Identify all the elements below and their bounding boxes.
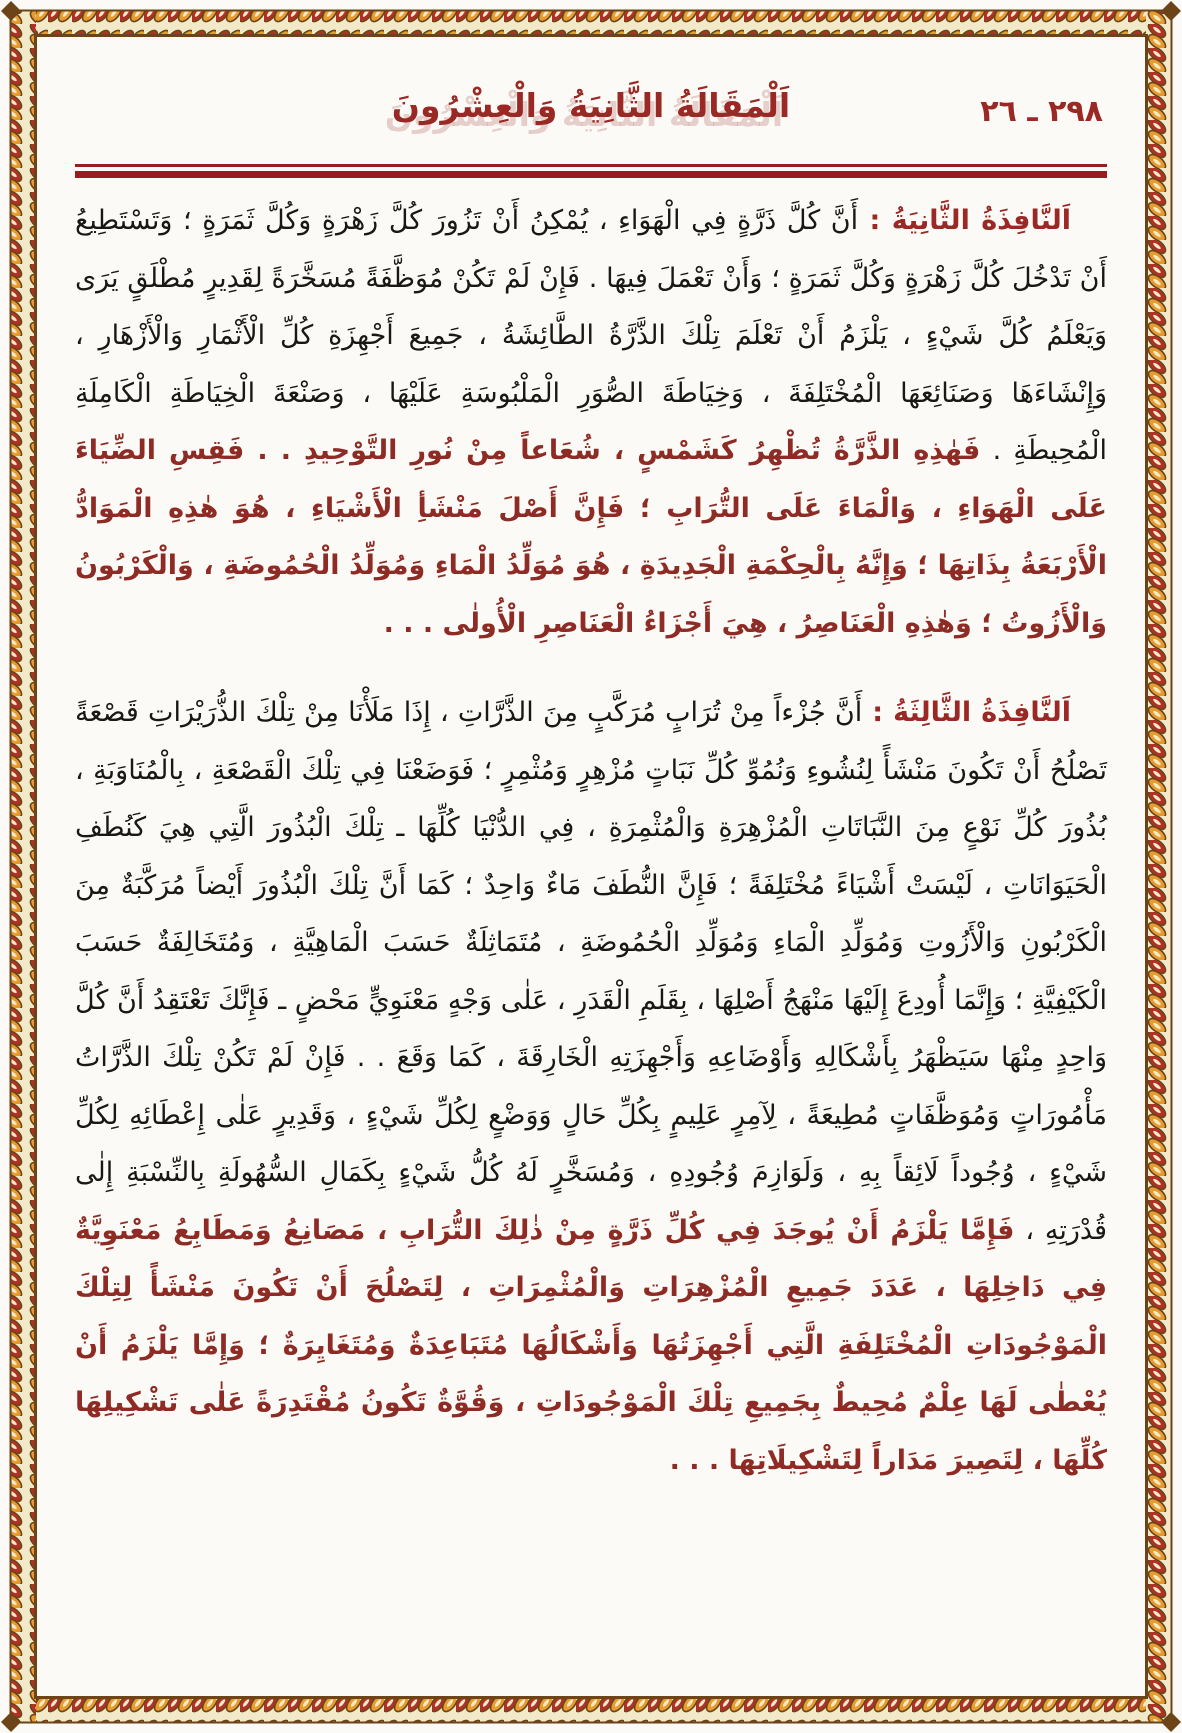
border-band-top xyxy=(10,10,1172,36)
text-segment-emphasis: فَهٰذِهِ الذَّرَّةُ تُظْهِرُ كَشَمْسٍ ، شُعَاعاً مِنْ نُورِ التَّوْحِيدِ . . فَقِسِ الضِّيَاءَ عَلَى الْهَوَاءِ ، وَالْمَاءَ عَلَى التُّرَابِ ؛ فَإِنَّ أَصْلَ مَنْشَأِ الْأَشْيَاءِ ، هُوَ هٰذِهِ الْمَوَادُّ الْأَرْبَعَةُ بِذَاتِهَا ؛ وَإِنَّهُ بِالْحِكْمَةِ الْجَدِيدَةِ ، هُوَ مُوَلِّدُ الْمَاءِ وَمُوَلِّدُ الْحُمُوضَةِ ، وَالْكَرْبُونُ وَالْأَزُوتُ ؛ وَهٰذِهِ الْعَنَاصِرُ ، هِيَ أَجْزَاءُ الْعَنَاصِرِ الْأُولٰى . . . xyxy=(75,435,1107,639)
text-segment-lead: اَلنَّافِذَةُ الثَّالِثَةُ : xyxy=(862,697,1071,728)
border-band-right xyxy=(1146,10,1172,1723)
paragraph-window-two xyxy=(75,192,1107,652)
text-segment-normal: أَنَّ كُلَّ ذَرَّةٍ فِي الْهَوَاءِ ، يُمْكِنُ أَنْ تَزُورَ كُلَّ زَهْرَةٍ وَكُلَّ ثَمَرَةٍ ؛ وَتَسْتَطِيعُ أَنْ تَدْخُلَ كُلَّ زَهْرَةٍ وَكُلَّ ثَمَرَةٍ ؛ وَأَنْ تَعْمَلَ فِيهَا . فَإِنْ لَمْ تَكُنْ مُوَظَّفَةً مُسَخَّرَةً لِقَدِيرٍ مُطْلَقٍ يَرَى وَيَعْلَمُ كُلَّ شَيْءٍ ، يَلْزَمُ أَنْ تَعْلَمَ تِلْكَ الذَّرَّةُ الطَّائِشَةُ ، جَمِيعَ أَجْهِزَةِ كُلِّ الْأَثْمَارِ وَالْأَزْهَارِ ، وَإِنْشَاءَهَا وَصَنَائِعَهَا الْمُخْتَلِفَةَ ، وَخِيَاطَةَ الصُّوَرِ الْمَلْبُوسَةِ عَلَيْهَا ، وَصَنْعَةَ الْخِيَاطَةِ الْكَامِلَةِ الْمُحِيطَةِ . xyxy=(75,205,1107,466)
text-segment-emphasis: فَإِمَّا يَلْزَمُ أَنْ يُوجَدَ فِي كُلِّ ذَرَّةٍ مِنْ ذٰلِكَ التُّرَابِ ، مَصَانِعُ وَمَطَابِعُ مَعْنَوِيَّةٌ فِي دَاخِلِهَا ، عَدَدَ جَمِيعِ الْمُزْهِرَاتِ وَالْمُثْمِرَاتِ ، لِتَصْلُحَ أَنْ تَكُونَ مَنْشَأً لِتِلْكَ الْمَوْجُودَاتِ الْمُخْتَلِفَةِ الَّتِي أَجْهِزَتُهَا وَأَشْكَالُهَا مُتَبَاعِدَةٌ وَمُتَغَايِرَةٌ ؛ وَإِمَّا يَلْزَمُ أَنْ يُعْطٰى لَهَا عِلْمٌ مُحِيطٌ بِجَمِيعِ تِلْكَ الْمَوْجُودَاتِ ، وَقُوَّةٌ تَكُونُ مُقْتَدِرَةً عَلٰى تَشْكِيلِهَا كُلِّهَا ، لِتَصِيرَ مَدَاراً لِتَشْكِيلَاتِهَا . . . xyxy=(75,1214,1107,1476)
page-content xyxy=(36,36,1146,1697)
border-band-bottom xyxy=(10,1697,1172,1723)
text-segment-lead: اَلنَّافِذَةُ الثَّانِيَةُ : xyxy=(858,205,1071,236)
divider-thin-line xyxy=(75,164,1107,167)
paragraph-window-three xyxy=(75,684,1107,1489)
border-band-left xyxy=(10,10,36,1723)
page-header xyxy=(75,78,1107,152)
text-segment-normal: أَنَّ جُزْءاً مِنْ تُرَابٍ مُرَكَّبٍ مِنَ الذَّرَّاتِ ، إِذَا مَلَأْنَا مِنْ تِلْكَ الذُّرَيْرَاتِ قَصْعَةً تَصْلُحُ أَنْ تَكُونَ مَنْشَأً لِنُشُوءِ وَنُمُوِّ كُلِّ نَبَاتٍ مُزْهِرٍ وَمُثْمِرٍ ؛ فَوَضَعْنَا فِي تِلْكَ الْقَصْعَةِ ، بِالْمُنَاوَبَةِ ، بُذُورَ كُلِّ نَوْعٍ مِنَ النَّبَاتَاتِ الْمُزْهِرَةِ وَالْمُثْمِرَةِ ، فِي الدُّنْيَا كُلِّهَا ـ تِلْكَ الْبُذُورَ الَّتِي هِيَ كَنُطَفِ الْحَيَوَانَاتِ ، لَيْسَتْ أَشْيَاءً مُخْتَلِفَةً ؛ فَإِنَّ النُّطَفَ مَاءٌ وَاحِدٌ ؛ كَمَا أَنَّ تِلْكَ الْبُذُورَ أَيْضاً مُرَكَّبَةٌ مِنَ الْكَرْبُونِ وَالْأَزُوتِ وَمُوَلِّدِ الْمَاءِ وَمُوَلِّدِ الْحُمُوضَةِ ، مُتَمَاثِلَةٌ حَسَبَ الْمَاهِيَّةِ ، وَمُتَخَالِفَةٌ حَسَبَ الْكَيْفِيَّةِ ؛ وَإِنَّمَا أُودِعَ إِلَيْهَا مَنْهَجُ أَصْلِهَا ، بِقَلَمِ الْقَدَرِ ، عَلٰى وَجْهٍ مَعْنَوِيٍّ مَحْضٍ ـ فَإِنَّكَ تَعْتَقِدُ أَنَّ كُلَّ وَاحِدٍ مِنْهَا سَيَظْهَرُ بِأَشْكَالِهِ وَأَوْضَاعِهِ وَأَجْهِزَتِهِ الْخَارِقَةَ ، كَمَا وَقَعَ . . فَإِنْ لَمْ تَكُنْ تِلْكَ الذَّرَّاتُ مَأْمُورَاتٍ وَمُوَظَّفَاتٍ مُطِيعَةً ، لِآمِرٍ عَلِيمٍ بِكُلِّ حَالٍ وَوَضْعٍ لِكُلِّ شَيْءٍ ، وَقَدِيرٍ عَلٰى إِعْطَائِهِ لِكُلِّ شَيْءٍ ، وُجُوداً لَائِقاً بِهِ ، وَلَوَازِمَ وُجُودِهِ ، وَمُسَخَّرٍ لَهُ كُلُّ شَيْءٍ بِكَمَالِ السُّهُولَةِ بِالنِّسْبَةِ إِلٰى قُدْرَتِهِ ، xyxy=(75,697,1107,1246)
page-title: اَلْمَقَالَةُ الثَّانِيَةُ وَالْعِشْرُونَ xyxy=(391,86,791,125)
divider-thick-line xyxy=(75,171,1107,178)
header-divider xyxy=(75,164,1107,178)
page-number: ٢٩٨ ـ ٢٦ xyxy=(980,94,1103,129)
body-text xyxy=(75,192,1107,1489)
